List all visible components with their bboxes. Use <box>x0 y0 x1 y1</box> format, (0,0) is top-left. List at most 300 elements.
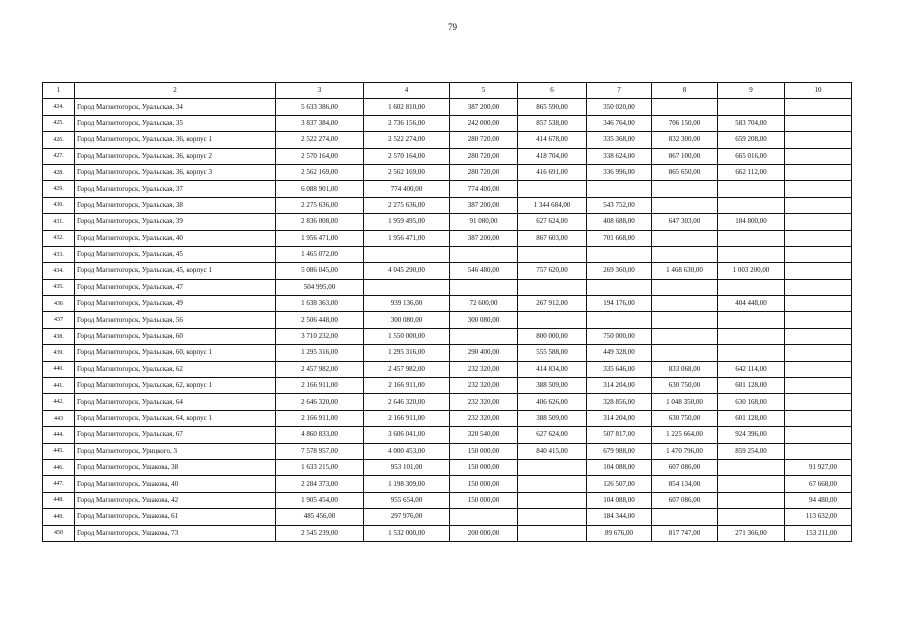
value-cell: 1 959 495,00 <box>364 214 450 230</box>
value-cell <box>785 246 852 262</box>
table-row <box>43 443 852 459</box>
column-header: 2 <box>75 83 276 99</box>
row-number-cell: 435. <box>43 279 75 295</box>
value-cell <box>718 312 785 328</box>
value-cell: 194 176,00 <box>587 296 652 312</box>
value-cell <box>718 230 785 246</box>
value-cell <box>652 312 718 328</box>
value-cell: 2 646 320,00 <box>364 394 450 410</box>
value-cell: 543 752,00 <box>587 197 652 213</box>
address-cell: Город Магнитогорск, Уральская, 39 <box>75 214 276 230</box>
value-cell <box>785 263 852 279</box>
value-cell: 2 545 239,00 <box>276 525 364 541</box>
value-cell <box>652 197 718 213</box>
value-cell <box>652 328 718 344</box>
value-cell: 1 198 309,00 <box>364 476 450 492</box>
value-cell: 4 000 453,00 <box>364 443 450 459</box>
value-cell: 2 562 169,00 <box>364 164 450 180</box>
value-cell: 630 750,00 <box>652 410 718 426</box>
table-row <box>43 263 852 279</box>
row-number-cell: 449. <box>43 509 75 525</box>
value-cell <box>652 246 718 262</box>
value-cell: 6 088 901,00 <box>276 181 364 197</box>
value-cell <box>587 246 652 262</box>
address-cell: Город Магнитогорск, Ушакова, 38 <box>75 459 276 475</box>
value-cell: 630 168,00 <box>718 394 785 410</box>
value-cell: 2 457 982,00 <box>276 361 364 377</box>
value-cell: 232 320,00 <box>450 361 518 377</box>
value-cell: 414 834,00 <box>518 361 587 377</box>
value-cell: 750 000,00 <box>587 328 652 344</box>
value-cell: 1 003 200,00 <box>718 263 785 279</box>
table-row <box>43 427 852 443</box>
value-cell: 300 080,00 <box>450 312 518 328</box>
value-cell <box>785 99 852 115</box>
value-cell: 601 128,00 <box>718 378 785 394</box>
address-cell: Город Магнитогорск, Уральская, 37 <box>75 181 276 197</box>
row-number-cell: 445. <box>43 443 75 459</box>
value-cell <box>785 296 852 312</box>
table-row <box>43 148 852 164</box>
value-cell: 924 396,00 <box>718 427 785 443</box>
value-cell: 267 912,00 <box>518 296 587 312</box>
value-cell: 1 468 630,00 <box>652 263 718 279</box>
table-row <box>43 279 852 295</box>
row-number-cell: 429. <box>43 181 75 197</box>
value-cell: 104 088,00 <box>587 492 652 508</box>
row-number-cell: 446. <box>43 459 75 475</box>
value-cell <box>785 427 852 443</box>
table-row <box>43 246 852 262</box>
value-cell: 1 905 454,00 <box>276 492 364 508</box>
value-cell: 854 134,00 <box>652 476 718 492</box>
value-cell: 662 112,00 <box>718 164 785 180</box>
value-cell: 2 275 636,00 <box>276 197 364 213</box>
value-cell <box>518 312 587 328</box>
value-cell <box>652 181 718 197</box>
table-row <box>43 345 852 361</box>
value-cell: 280 720,00 <box>450 148 518 164</box>
address-cell: Город Магнитогорск, Уральская, 36, корпус 1 <box>75 132 276 148</box>
value-cell: 2 457 982,00 <box>364 361 450 377</box>
address-cell: Город Магнитогорск, Уральская, 38 <box>75 197 276 213</box>
table-row <box>43 296 852 312</box>
value-cell <box>718 197 785 213</box>
value-cell: 1 295 316,00 <box>364 345 450 361</box>
page-number: 79 <box>448 22 457 32</box>
row-number-cell: 441. <box>43 378 75 394</box>
value-cell <box>785 148 852 164</box>
value-cell: 336 996,00 <box>587 164 652 180</box>
table-row <box>43 181 852 197</box>
table-row <box>43 378 852 394</box>
value-cell: 817 747,00 <box>652 525 718 541</box>
value-cell <box>652 279 718 295</box>
value-cell: 242 000,00 <box>450 115 518 131</box>
row-number-cell: 431. <box>43 214 75 230</box>
table-row <box>43 525 852 541</box>
value-cell: 757 620,00 <box>518 263 587 279</box>
column-header: 5 <box>450 83 518 99</box>
value-cell: 91 927,00 <box>785 459 852 475</box>
address-cell: Город Магнитогорск, Ушакова, 42 <box>75 492 276 508</box>
value-cell: 2 166 911,00 <box>364 410 450 426</box>
value-cell: 1 956 471,00 <box>276 230 364 246</box>
value-cell: 335 368,00 <box>587 132 652 148</box>
value-cell: 2 166 911,00 <box>364 378 450 394</box>
value-cell: 104 088,00 <box>587 459 652 475</box>
value-cell: 5 086 045,00 <box>276 263 364 279</box>
value-cell: 406 626,00 <box>518 394 587 410</box>
value-cell <box>718 509 785 525</box>
value-cell: 2 570 164,00 <box>364 148 450 164</box>
value-cell: 387 200,00 <box>450 99 518 115</box>
value-cell: 865 650,00 <box>652 164 718 180</box>
row-number-cell: 434. <box>43 263 75 279</box>
value-cell: 113 632,00 <box>785 509 852 525</box>
address-cell: Город Магнитогорск, Уральская, 45, корпус 1 <box>75 263 276 279</box>
value-cell: 555 588,00 <box>518 345 587 361</box>
value-cell: 387 200,00 <box>450 197 518 213</box>
address-cell: Город Магнитогорск, Уральская, 62, корпус 1 <box>75 378 276 394</box>
value-cell: 939 136,00 <box>364 296 450 312</box>
value-cell: 2 166 911,00 <box>276 410 364 426</box>
address-cell: Город Магнитогорск, Уральская, 36, корпус 3 <box>75 164 276 180</box>
table-row <box>43 312 852 328</box>
table-row <box>43 164 852 180</box>
value-cell <box>785 443 852 459</box>
value-cell: 280 720,00 <box>450 132 518 148</box>
row-number-cell: 443 <box>43 410 75 426</box>
value-cell: 1 550 000,00 <box>364 328 450 344</box>
value-cell <box>364 279 450 295</box>
value-cell: 2 275 636,00 <box>364 197 450 213</box>
table-row <box>43 459 852 475</box>
value-cell: 2 836 008,00 <box>276 214 364 230</box>
value-cell: 3 710 232,00 <box>276 328 364 344</box>
column-header: 3 <box>276 83 364 99</box>
value-cell: 485 456,00 <box>276 509 364 525</box>
value-cell <box>450 246 518 262</box>
row-number-cell: 428. <box>43 164 75 180</box>
value-cell <box>450 279 518 295</box>
column-header: 1 <box>43 83 75 99</box>
row-number-cell: 447. <box>43 476 75 492</box>
value-cell: 153 211,00 <box>785 525 852 541</box>
row-number-cell: 442. <box>43 394 75 410</box>
value-cell: 546 480,00 <box>450 263 518 279</box>
value-cell: 2 570 164,00 <box>276 148 364 164</box>
value-cell: 388 509,00 <box>518 410 587 426</box>
table-row <box>43 132 852 148</box>
table-row <box>43 328 852 344</box>
value-cell <box>718 345 785 361</box>
value-cell: 3 837 384,00 <box>276 115 364 131</box>
value-cell: 953 101,00 <box>364 459 450 475</box>
table-row <box>43 410 852 426</box>
value-cell <box>718 181 785 197</box>
value-cell <box>785 230 852 246</box>
value-cell <box>785 197 852 213</box>
address-cell: Город Магнитогорск, Уральская, 36, корпус 2 <box>75 148 276 164</box>
address-cell: Город Магнитогорск, Уральская, 64, корпус 1 <box>75 410 276 426</box>
value-cell: 7 578 957,00 <box>276 443 364 459</box>
value-cell: 2 646 320,00 <box>276 394 364 410</box>
value-cell <box>785 394 852 410</box>
value-cell: 859 254,00 <box>718 443 785 459</box>
value-cell <box>518 279 587 295</box>
address-cell: Город Магнитогорск, Уральская, 49 <box>75 296 276 312</box>
row-number-cell: 426. <box>43 132 75 148</box>
value-cell: 4 860 833,00 <box>276 427 364 443</box>
value-cell: 601 128,00 <box>718 410 785 426</box>
value-cell <box>518 476 587 492</box>
value-cell <box>518 509 587 525</box>
value-cell: 627 624,00 <box>518 214 587 230</box>
column-header: 10 <box>785 83 852 99</box>
value-cell: 857 538,00 <box>518 115 587 131</box>
value-cell: 832 300,00 <box>652 132 718 148</box>
value-cell: 346 764,00 <box>587 115 652 131</box>
value-cell: 350 020,00 <box>587 99 652 115</box>
row-number-cell: 440. <box>43 361 75 377</box>
value-cell <box>785 279 852 295</box>
value-cell: 184 800,00 <box>718 214 785 230</box>
address-cell: Город Магнитогорск, Уральская, 67 <box>75 427 276 443</box>
value-cell: 706 150,00 <box>652 115 718 131</box>
value-cell: 679 988,00 <box>587 443 652 459</box>
table-row <box>43 214 852 230</box>
value-cell <box>718 459 785 475</box>
value-cell: 150 000,00 <box>450 476 518 492</box>
value-cell: 665 016,00 <box>718 148 785 164</box>
value-cell <box>785 345 852 361</box>
row-number-cell: 425. <box>43 115 75 131</box>
value-cell: 232 320,00 <box>450 378 518 394</box>
value-cell: 449 328,00 <box>587 345 652 361</box>
value-cell <box>785 361 852 377</box>
value-cell: 630 750,00 <box>652 378 718 394</box>
value-cell: 388 509,00 <box>518 378 587 394</box>
value-cell <box>785 214 852 230</box>
value-cell <box>587 279 652 295</box>
value-cell: 2 166 911,00 <box>276 378 364 394</box>
value-cell: 408 688,00 <box>587 214 652 230</box>
value-cell <box>718 328 785 344</box>
value-cell: 150 000,00 <box>450 443 518 459</box>
value-cell: 1 633 215,00 <box>276 459 364 475</box>
value-cell: 1 470 796,00 <box>652 443 718 459</box>
value-cell: 3 606 041,00 <box>364 427 450 443</box>
address-cell: Город Магнитогорск, Уральская, 60 <box>75 328 276 344</box>
value-cell: 328 856,00 <box>587 394 652 410</box>
value-cell <box>587 181 652 197</box>
value-cell <box>718 279 785 295</box>
row-number-cell: 436 <box>43 296 75 312</box>
value-cell: 280 720,00 <box>450 164 518 180</box>
value-cell: 5 633 386,00 <box>276 99 364 115</box>
value-cell <box>518 492 587 508</box>
value-cell: 94 480,00 <box>785 492 852 508</box>
row-number-cell: 424. <box>43 99 75 115</box>
table-row <box>43 476 852 492</box>
value-cell: 1 602 810,00 <box>364 99 450 115</box>
value-cell <box>718 476 785 492</box>
value-cell <box>364 246 450 262</box>
value-cell: 507 817,00 <box>587 427 652 443</box>
value-cell: 269 360,00 <box>587 263 652 279</box>
value-cell <box>652 230 718 246</box>
value-cell: 647 303,00 <box>652 214 718 230</box>
address-cell: Город Магнитогорск, Уральская, 45 <box>75 246 276 262</box>
value-cell: 1 048 350,00 <box>652 394 718 410</box>
value-cell <box>718 99 785 115</box>
table-row <box>43 115 852 131</box>
column-header: 7 <box>587 83 652 99</box>
value-cell: 627 624,00 <box>518 427 587 443</box>
table-row <box>43 509 852 525</box>
value-cell <box>450 509 518 525</box>
value-cell: 314 204,00 <box>587 378 652 394</box>
column-header: 9 <box>718 83 785 99</box>
value-cell: 418 704,00 <box>518 148 587 164</box>
value-cell <box>652 99 718 115</box>
address-cell: Город Магнитогорск, Ушакова, 73 <box>75 525 276 541</box>
row-number-cell: 439. <box>43 345 75 361</box>
row-number-cell: 432. <box>43 230 75 246</box>
row-number-cell: 437 <box>43 312 75 328</box>
value-cell <box>718 246 785 262</box>
value-cell: 184 344,00 <box>587 509 652 525</box>
address-cell: Город Магнитогорск, Ушакова, 61 <box>75 509 276 525</box>
value-cell <box>785 132 852 148</box>
table-row <box>43 230 852 246</box>
value-cell: 867 100,00 <box>652 148 718 164</box>
address-cell: Город Магнитогорск, Уральская, 62 <box>75 361 276 377</box>
value-cell <box>718 492 785 508</box>
value-cell: 338 624,00 <box>587 148 652 164</box>
value-cell <box>785 410 852 426</box>
value-cell: 2 562 169,00 <box>276 164 364 180</box>
value-cell: 314 204,00 <box>587 410 652 426</box>
value-cell: 607 086,00 <box>652 459 718 475</box>
value-cell <box>518 246 587 262</box>
table-row <box>43 394 852 410</box>
value-cell: 800 000,00 <box>518 328 587 344</box>
value-cell: 774 400,00 <box>450 181 518 197</box>
row-number-cell: 438. <box>43 328 75 344</box>
value-cell: 150 000,00 <box>450 459 518 475</box>
value-cell: 955 654,00 <box>364 492 450 508</box>
value-cell <box>785 164 852 180</box>
value-cell: 1 532 000,00 <box>364 525 450 541</box>
value-cell: 271 366,00 <box>718 525 785 541</box>
value-cell: 833 068,00 <box>652 361 718 377</box>
value-cell: 320 540,00 <box>450 427 518 443</box>
row-number-cell: 444. <box>43 427 75 443</box>
table-row <box>43 492 852 508</box>
value-cell: 1 225 664,00 <box>652 427 718 443</box>
table-row <box>43 361 852 377</box>
value-cell <box>652 345 718 361</box>
value-cell: 659 208,00 <box>718 132 785 148</box>
data-table <box>42 82 852 542</box>
column-header: 6 <box>518 83 587 99</box>
table-row <box>43 197 852 213</box>
table-header-row <box>43 83 852 99</box>
row-number-cell: 433. <box>43 246 75 262</box>
column-header: 4 <box>364 83 450 99</box>
value-cell: 290 400,00 <box>450 345 518 361</box>
value-cell: 297 976,00 <box>364 509 450 525</box>
value-cell: 200 000,00 <box>450 525 518 541</box>
value-cell: 1 956 471,00 <box>364 230 450 246</box>
value-cell: 387 200,00 <box>450 230 518 246</box>
value-cell <box>652 509 718 525</box>
value-cell: 1 344 684,00 <box>518 197 587 213</box>
row-number-cell: 450 <box>43 525 75 541</box>
value-cell: 91 080,00 <box>450 214 518 230</box>
value-cell: 414 678,00 <box>518 132 587 148</box>
value-cell: 416 691,00 <box>518 164 587 180</box>
address-cell: Город Магнитогорск, Уральская, 64 <box>75 394 276 410</box>
value-cell <box>518 459 587 475</box>
value-cell: 335 646,00 <box>587 361 652 377</box>
value-cell: 774 400,00 <box>364 181 450 197</box>
value-cell <box>518 181 587 197</box>
value-cell: 404 448,00 <box>718 296 785 312</box>
address-cell: Город Магнитогорск, Урицкого, 3 <box>75 443 276 459</box>
value-cell: 583 704,00 <box>718 115 785 131</box>
value-cell: 840 415,00 <box>518 443 587 459</box>
address-cell: Город Магнитогорск, Уральская, 60, корпус 1 <box>75 345 276 361</box>
value-cell: 150 000,00 <box>450 492 518 508</box>
value-cell: 2 522 274,00 <box>364 132 450 148</box>
value-cell: 300 080,00 <box>364 312 450 328</box>
value-cell: 607 086,00 <box>652 492 718 508</box>
value-cell <box>518 525 587 541</box>
value-cell: 867 603,00 <box>518 230 587 246</box>
value-cell: 89 676,00 <box>587 525 652 541</box>
value-cell: 2 284 373,00 <box>276 476 364 492</box>
value-cell: 126 507,00 <box>587 476 652 492</box>
value-cell: 1 638 363,00 <box>276 296 364 312</box>
address-cell: Город Магнитогорск, Уральская, 56 <box>75 312 276 328</box>
value-cell <box>587 312 652 328</box>
row-number-cell: 427. <box>43 148 75 164</box>
value-cell: 701 668,00 <box>587 230 652 246</box>
value-cell: 67 668,00 <box>785 476 852 492</box>
value-cell: 865 590,00 <box>518 99 587 115</box>
address-cell: Город Магнитогорск, Уральская, 40 <box>75 230 276 246</box>
value-cell: 72 600,00 <box>450 296 518 312</box>
value-cell <box>450 328 518 344</box>
value-cell <box>785 378 852 394</box>
value-cell: 2 736 156,00 <box>364 115 450 131</box>
value-cell: 232 320,00 <box>450 410 518 426</box>
value-cell: 2 506 448,00 <box>276 312 364 328</box>
table-body <box>43 99 852 542</box>
value-cell: 232 320,00 <box>450 394 518 410</box>
value-cell <box>785 328 852 344</box>
value-cell: 642 114,00 <box>718 361 785 377</box>
value-cell: 2 522 274,00 <box>276 132 364 148</box>
address-cell: Город Магнитогорск, Уральская, 34 <box>75 99 276 115</box>
row-number-cell: 448. <box>43 492 75 508</box>
value-cell: 1 295 316,00 <box>276 345 364 361</box>
value-cell: 1 465 072,00 <box>276 246 364 262</box>
value-cell <box>652 296 718 312</box>
